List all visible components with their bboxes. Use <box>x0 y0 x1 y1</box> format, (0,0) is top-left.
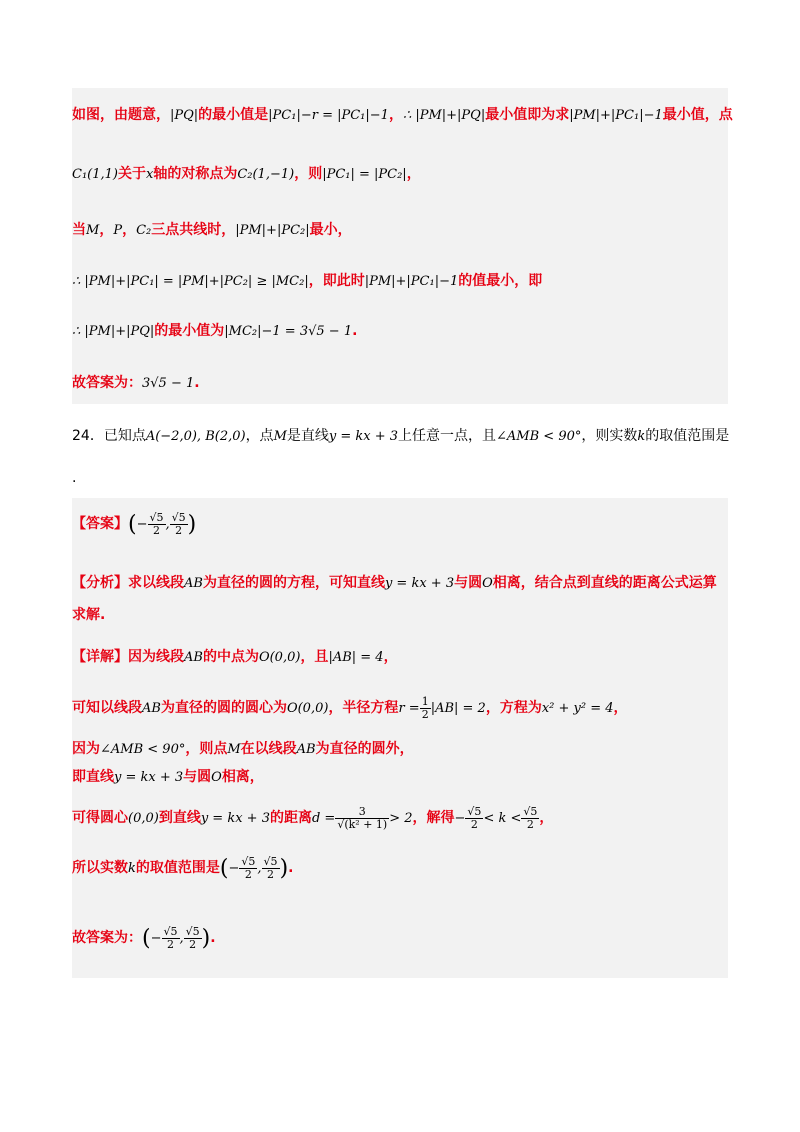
detail-line-3: 因为∠AMB < 90°，则点M在以线段AB为直径的圆外， <box>72 741 414 757</box>
fraction: $\frac{1}{2}$ <box>421 695 429 721</box>
analysis-24: 【分析】求以线段AB为直径的圆的方程，可知直线y = kx + 3与圆O相离，结合点到直线的距离公式运算 <box>72 575 717 591</box>
detail-line-4: 即直线y = kx + 3与圆O相离， <box>72 769 264 785</box>
detail-line-6: 所以实数k的取值范围是(− $\frac{√5}{2}$ , $\frac{√5}{2}$ ). <box>72 855 294 881</box>
solution-line-3: 当M，P，C₂三点共线时，|PM|+|PC₂|最小， <box>72 222 352 238</box>
question-24-blank: . <box>72 470 77 486</box>
fraction: $\frac{√5}{2}$ <box>263 855 278 881</box>
detail-line-1: 【详解】因为线段AB的中点为O(0,0)，且|AB| = 4， <box>72 649 398 665</box>
fraction: $\frac{√5}{2}$ <box>185 925 200 951</box>
solution-line-1: 如图，由题意，|PQ|的最小值是|PC₁|−r = |PC₁|−1，∴ |PM|+|PQ|最小值即为求|PM|+|PC₁|−1最小值，点 <box>72 107 733 123</box>
solution-line-4: ∴ |PM|+|PC₁| = |PM|+|PC₂| ≥ |MC₂|，即此时|PM|+|PC₁|−1的值最小，即 <box>72 273 543 289</box>
fraction: $\frac{√5}{2}$ <box>149 511 164 537</box>
detail-line-2: 可知以线段AB为直径的圆的圆心为O(0,0)，半径方程r = $\frac{1}{2}$ |AB| = 2，方程为x² + y² = 4， <box>72 695 628 721</box>
solution-panel-previous <box>72 88 728 404</box>
final-answer-24: 故答案为：(− $\frac{√5}{2}$ , $\frac{√5}{2}$ ). <box>72 925 216 951</box>
fraction: $\frac{√5}{2}$ <box>241 855 256 881</box>
solution-line-5: ∴ |PM|+|PQ|的最小值为|MC₂|−1 = 3√5 − 1. <box>72 323 358 339</box>
fraction: $\frac{3}{\text{√(k² + 1)}}$ <box>337 805 388 831</box>
fraction: $\frac{√5}{2}$ <box>171 511 186 537</box>
answer-24: 【答案】(− $\frac{√5}{2}$ , $\frac{√5}{2}$ ) <box>72 511 197 537</box>
detail-line-5: 可得圆心(0,0)到直线y = kx + 3的距离d = $\frac{3}{\text{√(k² + 1)}}$ > 2，解得− $\frac{√5}{2}$ < k < $\frac{√5}{2}$ ， <box>72 805 554 831</box>
solution-line-2: C₁(1,1)关于x轴的对称点为C₂(1,−1)，则|PC₁| = |PC₂|， <box>72 166 421 182</box>
analysis-24-cont: 求解. <box>72 607 106 623</box>
answer-line-previous: 故答案为：3√5 − 1. <box>72 375 200 391</box>
fraction: $\frac{√5}{2}$ <box>523 805 538 831</box>
fraction: $\frac{√5}{2}$ <box>467 805 482 831</box>
fraction: $\frac{√5}{2}$ <box>163 925 178 951</box>
question-24: 24．已知点A(−2,0), B(2,0)，点M是直线y = kx + 3上任意一点，且∠AMB < 90°，则实数k的取值范围是 <box>72 428 730 444</box>
